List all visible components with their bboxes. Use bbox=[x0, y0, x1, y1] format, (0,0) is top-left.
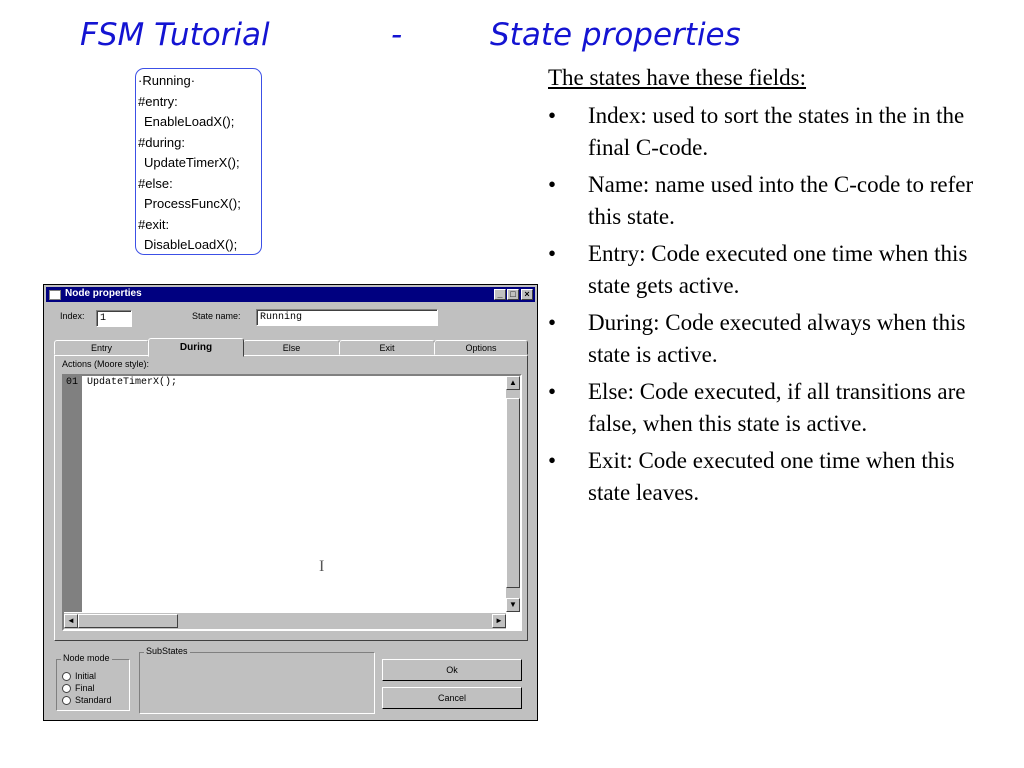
list-item-text: During: Code executed always when this state is active. bbox=[588, 310, 966, 367]
scroll-left-button[interactable]: ◄ bbox=[64, 614, 78, 628]
dialog-titlebar[interactable] bbox=[46, 287, 535, 302]
list-item bbox=[548, 307, 998, 371]
horizontal-scrollbar[interactable] bbox=[64, 613, 506, 629]
bullet: • bbox=[548, 379, 557, 404]
title-right: State properties bbox=[490, 17, 741, 53]
bullet: • bbox=[548, 310, 557, 335]
line-number: 01 bbox=[66, 377, 79, 388]
list-item-text: Else: Code executed, if all transitions are false, when this state is active. bbox=[588, 379, 966, 436]
tab-entry[interactable]: Entry bbox=[54, 340, 149, 355]
actions-label: Actions (Moore style): bbox=[62, 359, 150, 369]
tab-exit[interactable]: Exit bbox=[339, 340, 435, 355]
maximize-button[interactable]: □ bbox=[507, 289, 519, 300]
list-item bbox=[548, 376, 998, 440]
title-dash: - bbox=[391, 17, 403, 53]
tab-else[interactable]: Else bbox=[243, 340, 340, 355]
list-item bbox=[548, 169, 998, 233]
title-left: FSM Tutorial bbox=[80, 17, 270, 53]
cancel-button[interactable]: Cancel bbox=[382, 687, 522, 709]
ok-button[interactable]: Ok bbox=[382, 659, 522, 681]
state-node-line: UpdateTimerX(); bbox=[144, 155, 240, 170]
code-editor[interactable] bbox=[62, 374, 522, 631]
radio-final-label: Final bbox=[75, 683, 95, 693]
tab-during[interactable]: During bbox=[148, 338, 244, 357]
scroll-up-button[interactable]: ▲ bbox=[506, 376, 520, 390]
field-notes bbox=[548, 62, 998, 514]
radio-standard[interactable] bbox=[62, 696, 71, 705]
close-button[interactable]: × bbox=[521, 289, 533, 300]
substates-group[interactable] bbox=[139, 646, 375, 714]
vertical-scrollbar[interactable] bbox=[506, 376, 520, 612]
slide-title bbox=[80, 17, 780, 57]
tab-options[interactable]: Options bbox=[434, 340, 528, 355]
list-item-text: Exit: Code executed one time when this state leaves. bbox=[588, 448, 955, 505]
text-cursor-icon: I bbox=[319, 558, 325, 575]
radio-final[interactable] bbox=[62, 684, 71, 693]
state-node-line: #during: bbox=[138, 134, 185, 150]
node-mode-group bbox=[56, 653, 130, 711]
node-mode-label: Node mode bbox=[63, 653, 110, 663]
bullet: • bbox=[548, 448, 557, 473]
list-item bbox=[548, 238, 998, 302]
list-item bbox=[548, 445, 998, 509]
state-node-line: EnableLoadX(); bbox=[144, 114, 235, 129]
notes-list bbox=[548, 100, 998, 509]
state-node-line: #entry: bbox=[138, 93, 178, 109]
horizontal-scroll-thumb[interactable] bbox=[78, 614, 178, 628]
state-node-line: ·Running· bbox=[138, 73, 196, 88]
radio-standard-label: Standard bbox=[75, 695, 112, 705]
list-item-text: Index: used to sort the states in the in the final C-code. bbox=[588, 103, 965, 160]
scroll-right-button[interactable]: ► bbox=[492, 614, 506, 628]
list-item-text: Name: name used into the C-code to refer this state. bbox=[588, 172, 974, 229]
state-node bbox=[135, 68, 262, 255]
state-node-line: #exit: bbox=[138, 216, 170, 232]
vertical-scroll-thumb[interactable] bbox=[506, 398, 520, 588]
list-item-text: Entry: Code executed one time when this state gets active. bbox=[588, 241, 968, 298]
state-name-label: State name: bbox=[192, 311, 241, 321]
code-line[interactable]: UpdateTimerX(); bbox=[87, 377, 178, 388]
substates-label: SubStates bbox=[146, 646, 188, 656]
radio-initial[interactable] bbox=[62, 672, 71, 681]
state-node-line: ProcessFuncX(); bbox=[144, 196, 241, 211]
node-properties-dialog bbox=[43, 284, 538, 721]
bullet: • bbox=[548, 172, 557, 197]
bullet: • bbox=[548, 241, 557, 266]
line-gutter bbox=[64, 376, 82, 612]
app-icon bbox=[49, 290, 61, 300]
state-node-line: DisableLoadX(); bbox=[144, 237, 238, 252]
minimize-button[interactable]: _ bbox=[494, 289, 506, 300]
list-item bbox=[548, 100, 998, 164]
radio-initial-label: Initial bbox=[75, 671, 97, 681]
notes-heading: The states have these fields: bbox=[548, 65, 807, 90]
dialog-title: Node properties bbox=[65, 288, 142, 299]
scroll-down-button[interactable]: ▼ bbox=[506, 598, 520, 612]
state-name-input[interactable]: Running bbox=[256, 309, 438, 326]
bullet: • bbox=[548, 103, 557, 128]
index-input[interactable]: 1 bbox=[96, 310, 132, 327]
index-label: Index: bbox=[60, 311, 85, 321]
state-node-line: #else: bbox=[138, 175, 173, 191]
